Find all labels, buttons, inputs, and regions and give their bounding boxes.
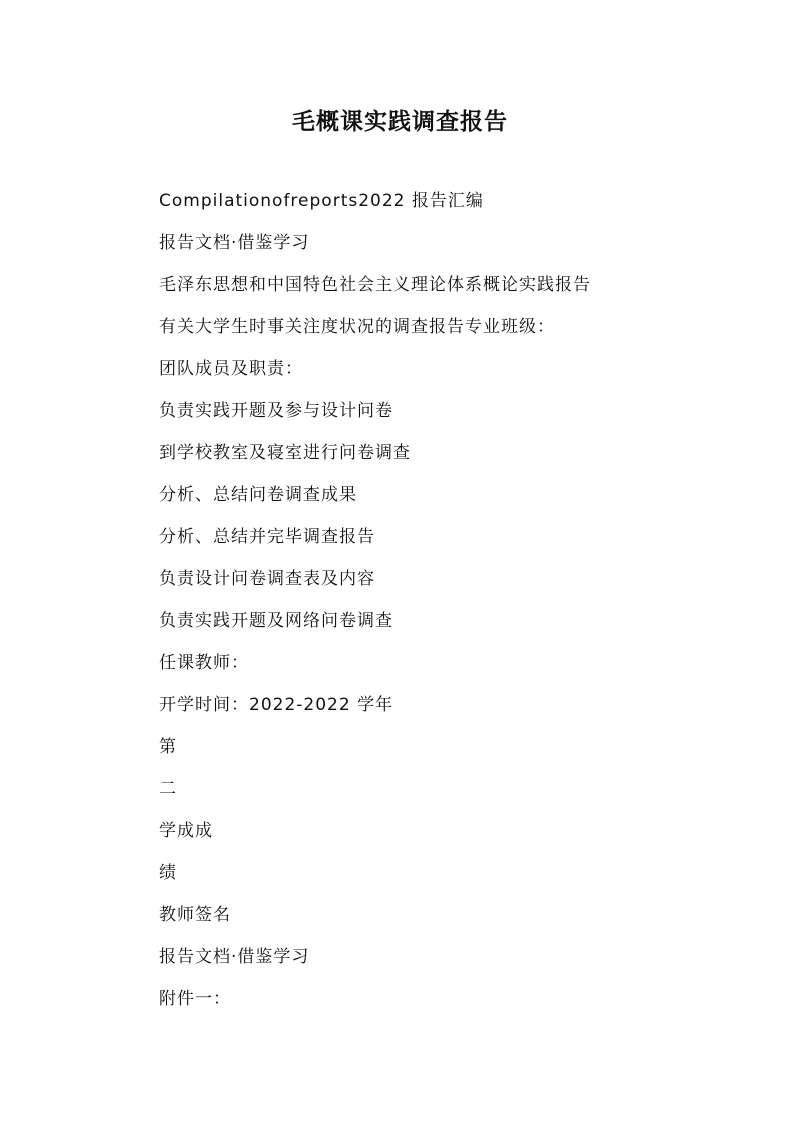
text-line: 有关大学生时事关注度状况的调查报告专业班级： [159,317,555,337]
text-line: 学成成 [159,821,213,841]
text-line: Compilationofreports2022 报告汇编 [159,191,484,211]
text-line: 到学校教室及寝室进行问卷调查 [159,443,411,463]
text-line: 负责设计问卷调查表及内容 [159,569,375,589]
text-line: 分析、总结并完毕调查报告 [159,527,375,547]
text-line: 绩 [159,863,177,883]
text-line: 第 [159,737,177,757]
text-line: 负责实践开题及网络问卷调查 [159,611,393,631]
text-line: 负责实践开题及参与设计问卷 [159,401,393,421]
text-line: 分析、总结问卷调查成果 [159,485,357,505]
text-line: 附件一： [159,989,231,1009]
document-body [159,186,591,1026]
text-line: 毛泽东思想和中国特色社会主义理论体系概论实践报告 [159,275,591,295]
text-line: 报告文档·借鉴学习 [159,233,310,253]
document-title: 毛概课实践调查报告 [292,108,508,135]
text-line: 团队成员及职责： [159,359,303,379]
text-line: 开学时间：2022-2022 学年 [159,695,394,715]
text-line: 任课教师： [159,653,249,673]
text-line: 报告文档·借鉴学习 [159,947,310,967]
text-line: 二 [159,779,177,799]
text-line: 教师签名 [159,905,231,925]
